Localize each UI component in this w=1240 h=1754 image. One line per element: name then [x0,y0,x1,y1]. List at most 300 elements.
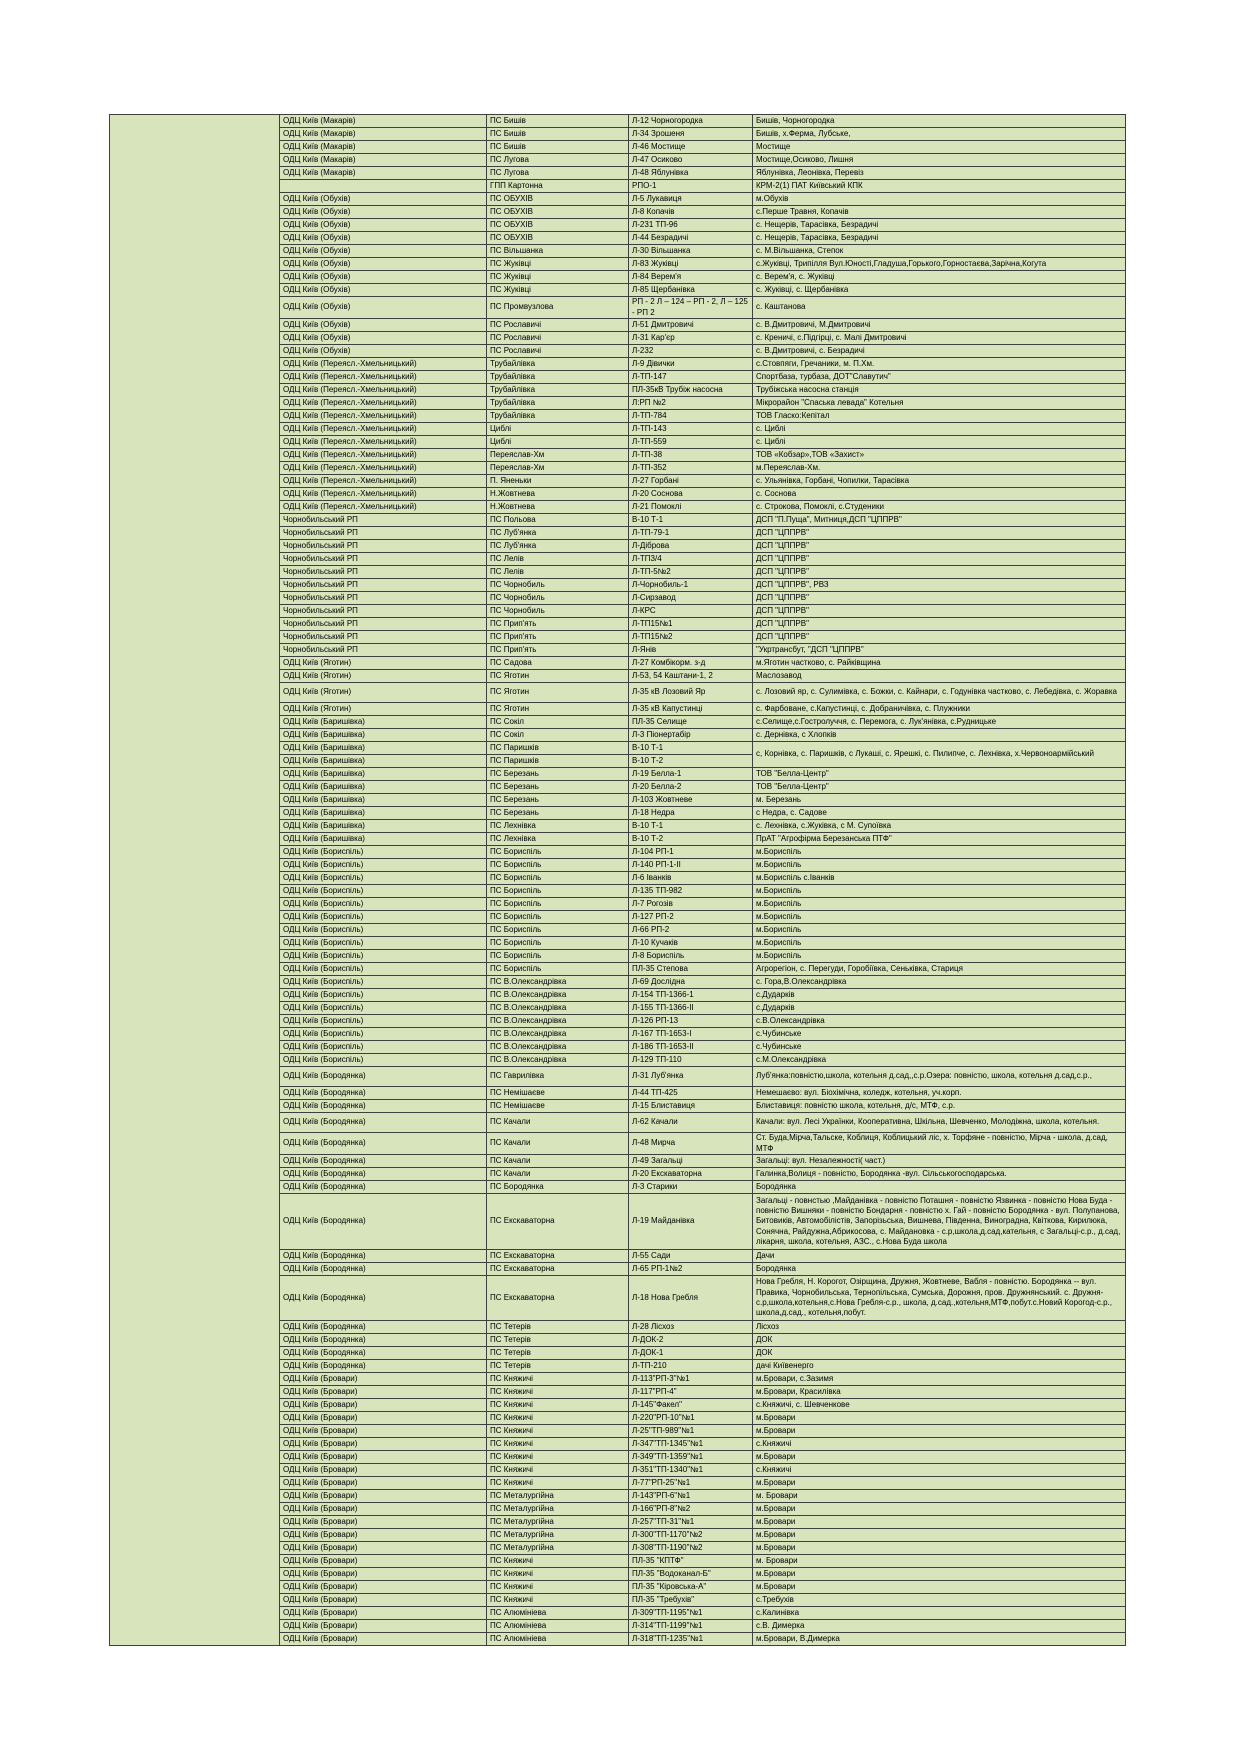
cell-substation: ПС Лугова [487,167,629,180]
cell-settlements: Блиставиця: повністю школа, котельня, д/с, МТФ, с.р. [753,1100,1126,1113]
cell-settlements: КРМ-2(1) ПАТ Київський КПК [753,180,1126,193]
cell-line: Л-7 Рогозів [629,898,753,911]
cell-line: Л-20 Белла-2 [629,781,753,794]
cell-line: Л-51 Дмитровичі [629,319,753,332]
cell-line: Л-ТП-38 [629,449,753,462]
cell-substation: ПС Екскаваторна [487,1263,629,1276]
cell-substation: ПС В.Олександрівка [487,1002,629,1015]
cell-line: Л-220"РП-10"№1 [629,1412,753,1425]
cell-settlements: Луб'янка:повністю,школа, котельня д.сад,,с.р.Озера: повністю, школа, котельня д.сад,с.р., [753,1067,1126,1087]
cell-substation: Циблі [487,436,629,449]
cell-line: Л-6 Іванків [629,872,753,885]
cell-substation: ПС Гаврилівка [487,1067,629,1087]
cell-settlements: м.Бориспіль [753,859,1126,872]
cell-substation: Трубайлівка [487,384,629,397]
cell-line: Л-ТП-352 [629,462,753,475]
cell-line: Л-28 Лісхоз [629,1321,753,1334]
cell-substation: ПС Немішаєве [487,1087,629,1100]
cell-line: Л-309"ТП-1195"№1 [629,1607,753,1620]
table-row [110,115,1126,128]
cell-line: Л:РП №2 [629,397,753,410]
cell-line: Л-66 РП-2 [629,924,753,937]
distribution-table-body [110,115,1126,1646]
cell-substation: ПС Качали [487,1133,629,1155]
cell-region: ОДЦ Київ (Бровари) [280,1555,487,1568]
cell-line: Л-ТП-147 [629,371,753,384]
cell-substation: Трубайлівка [487,397,629,410]
cell-substation: ПС Лелів [487,553,629,566]
cell-substation: ПС Тетерів [487,1360,629,1373]
cell-settlements: с. Гора,В.Олександрівка [753,976,1126,989]
cell-substation: ПС Княжичі [487,1373,629,1386]
cell-line: Л-232 [629,345,753,358]
cell-region: ОДЦ Київ (Бровари) [280,1633,487,1646]
cell-settlements: с.Княжичі [753,1464,1126,1477]
cell-line: Л-349"ТП-1359"№1 [629,1451,753,1464]
cell-region: Чорнобильський РП [280,631,487,644]
cell-substation: ПС ОБУХІВ [487,232,629,245]
cell-region: Чорнобильський РП [280,618,487,631]
cell-settlements: м.Бровари [753,1425,1126,1438]
cell-settlements: с. В.Дмитровичі, М.Дмитровичі [753,319,1126,332]
cell-region: ОДЦ Київ (Бровари) [280,1620,487,1633]
cell-settlements: с.Княжичі, с. Шевченкове [753,1399,1126,1412]
cell-region: ОДЦ Київ (Макарів) [280,128,487,141]
cell-settlements: с. Нещерів, Тарасівка, Безрадичі [753,219,1126,232]
cell-region: ОДЦ Київ (Баришівка) [280,716,487,729]
cell-settlements: Спортбаза, турбаза, ДОТ"Славутич" [753,371,1126,384]
cell-settlements: Дачи [753,1250,1126,1263]
cell-line: Л-318"ТП-1235"№1 [629,1633,753,1646]
cell-line: Л-351"ТП-1340"№1 [629,1464,753,1477]
cell-line: Л-140 РП-1-ІІ [629,859,753,872]
cell-substation: ПС Бориспіль [487,846,629,859]
cell-substation: ПС Березань [487,781,629,794]
cell-substation: ПС Бишів [487,128,629,141]
cell-settlements: с. Циблі [753,436,1126,449]
cell-substation: ПС Княжичі [487,1594,629,1607]
cell-region: ОДЦ Київ (Переясл.-Хмельницький) [280,371,487,384]
cell-line: Л-47 Осиково [629,154,753,167]
cell-settlements: ДСП "ЦППРВ" [753,553,1126,566]
cell-region: ОДЦ Київ (Бориспіль) [280,937,487,950]
cell-settlements: с.В. Димерка [753,1620,1126,1633]
cell-line: Л-8 Бориспіль [629,950,753,963]
cell-substation: ГПП Картонна [487,180,629,193]
cell-settlements: ТОВ «Кобзар»,ТОВ «Захист» [753,449,1126,462]
cell-settlements: ДСП "ЦППРВ", РВЗ [753,579,1126,592]
cell-substation: ПС Луб'янка [487,540,629,553]
cell-region: Чорнобильський РП [280,605,487,618]
cell-substation: ПС Чорнобиль [487,592,629,605]
cell-settlements: Бишів, х.Ферма, Лубське, [753,128,1126,141]
cell-settlements: ДОК [753,1347,1126,1360]
cell-substation: ПС Княжичі [487,1412,629,1425]
cell-region: ОДЦ Київ (Баришівка) [280,755,487,768]
cell-region: ОДЦ Київ (Бородянка) [280,1360,487,1373]
cell-settlements: м.Бровари [753,1516,1126,1529]
cell-line: ПЛ-35кВ Трубіж насосна [629,384,753,397]
cell-substation: ПС Бориспіль [487,911,629,924]
cell-settlements: с. Ульянівка, Горбані, Чопилки, Тарасівка [753,475,1126,488]
cell-settlements: Немешаєво: вул. Біохімічна, коледж, котельня, уч.корп. [753,1087,1126,1100]
cell-region: ОДЦ Київ (Бровари) [280,1594,487,1607]
cell-substation: ПС Бишів [487,115,629,128]
cell-line: ПЛ-35 "Водоканал-Б" [629,1568,753,1581]
cell-region: ОДЦ Київ (Бородянка) [280,1168,487,1181]
cell-settlements: м.Бориспіль [753,924,1126,937]
cell-region: ОДЦ Київ (Баришівка) [280,807,487,820]
cell-settlements: Качали: вул. Лесі Українки, Кооперативна, Шкільна, Шевченко, Молодіжна, школа, котельня. [753,1113,1126,1133]
cell-settlements: м.Бровари [753,1529,1126,1542]
cell-substation: ПС Княжичі [487,1438,629,1451]
cell-substation: ПС Яготин [487,683,629,703]
cell-region: ОДЦ Київ (Бородянка) [280,1276,487,1321]
cell-substation: ПС Металургійна [487,1542,629,1555]
cell-settlements: с.Чубинське [753,1028,1126,1041]
cell-substation: ПС Бородянка [487,1181,629,1194]
cell-line: Л-55 Сади [629,1250,753,1263]
cell-region: ОДЦ Київ (Баришівка) [280,781,487,794]
cell-region: ОДЦ Київ (Бориспіль) [280,872,487,885]
cell-region: ОДЦ Київ (Бровари) [280,1412,487,1425]
cell-settlements: ДСП "П.Пуща", Митниця,ДСП "ЦППРВ" [753,514,1126,527]
cell-line: Л-31 Луб'янка [629,1067,753,1087]
cell-line: Л-18 Недра [629,807,753,820]
cell-settlements: с. Жуківці, с. Щербанівка [753,284,1126,297]
cell-settlements: м.Бровари [753,1568,1126,1581]
cell-settlements: с.Дударків [753,1002,1126,1015]
cell-settlements: Загальці - повнстью ,Майданівка - повністю Поташня - повністю Язвинка - повністю Нова Буда - повністю Вишняки - повністю Бондарня - повністю х. Гай - повністю Бородянка - вул. Полупанова, Битовиків, Автомобілістів, Запорізьська, Вишнева, Південна, Виноградна, Квіткова, Кирилюка, Сонячна, Райдужна,Абрикосова, с. Майдановка - с.р,школа,д.сад,кательня, с Загальці-с.р., д.сад, лікарня, школа, котельня, АЗС., с.Нова Буда школа [753,1194,1126,1250]
cell-line: Л-25"ТП-989"№1 [629,1425,753,1438]
cell-line: Л-35 кВ Лозовий Яр [629,683,753,703]
cell-substation: П. Яненьки [487,475,629,488]
cell-line: Л-48 Яблунівка [629,167,753,180]
cell-settlements: Бишів, Чорногородка [753,115,1126,128]
cell-substation: ПС Прип'ять [487,644,629,657]
cell-settlements: м.Бровари [753,1412,1126,1425]
cell-substation: ПС Яготин [487,703,629,716]
cell-line: Л-Діброва [629,540,753,553]
cell-line: Л-314"ТП-1199"№1 [629,1620,753,1633]
cell-region: Чорнобильський РП [280,579,487,592]
cell-settlements: с.Дударків [753,989,1126,1002]
cell-settlements: с.Жуківці, Трипілля Вул.Юності,Гладуша,Горького,Горностаєва,Зарічна,Когута [753,258,1126,271]
cell-line: Л-КРС [629,605,753,618]
cell-line: Л-143"РП-6"№1 [629,1490,753,1503]
cell-line: Л-19 Белла-1 [629,768,753,781]
cell-settlements: м.Бориспіль [753,898,1126,911]
cell-line: Л-Сирзавод [629,592,753,605]
cell-line: В-10 Т-1 [629,820,753,833]
cell-line: Л-ТП-143 [629,423,753,436]
cell-region: ОДЦ Київ (Макарів) [280,115,487,128]
cell-settlements: Мікрорайон "Спаська левада" Котельня [753,397,1126,410]
cell-line: Л-166"РП-8"№2 [629,1503,753,1516]
cell-line: Л-ДОК-1 [629,1347,753,1360]
cell-region: ОДЦ Київ (Бородянка) [280,1263,487,1276]
cell-line: Л-127 РП-2 [629,911,753,924]
cell-substation: Трубайлівка [487,371,629,384]
cell-line: Л-129 ТП-110 [629,1054,753,1067]
cell-settlements: Бородянка [753,1263,1126,1276]
cell-settlements: с. Фарбоване, с.Капустинці, с. Добраничівка, с. Плужники [753,703,1126,716]
cell-region: Чорнобильський РП [280,592,487,605]
cell-region: ОДЦ Київ (Яготин) [280,670,487,683]
cell-substation: ПС Алюмініева [487,1633,629,1646]
cell-line: Л-9 Дівички [629,358,753,371]
cell-line: Л-Янів [629,644,753,657]
cell-substation: ПС Рославичі [487,345,629,358]
cell-region: Чорнобильський РП [280,527,487,540]
cell-region: ОДЦ Київ (Бориспіль) [280,1002,487,1015]
cell-region: ОДЦ Київ (Обухів) [280,332,487,345]
cell-substation: ПС Металургійна [487,1529,629,1542]
cell-line: Л-35 кВ Капустинці [629,703,753,716]
cell-line: Л-27 Комбікорм. з-д [629,657,753,670]
cell-line: Л-84 Верем'я [629,271,753,284]
cell-line: Л-48 Мирча [629,1133,753,1155]
cell-line: Л-62 Качали [629,1113,753,1133]
cell-substation: ПС Промвузлова [487,297,629,319]
cell-substation: ПС Алюмініева [487,1607,629,1620]
cell-settlements: с, Корнівка, с. Паришків, с Лукаші, с. Ярешкі, с. Пилипче, с. Лехнівка, х.Червоноармійський [753,742,1126,768]
cell-substation: ПС Рославичі [487,319,629,332]
cell-region: ОДЦ Київ (Бровари) [280,1581,487,1594]
distribution-table [109,114,1126,1646]
cell-region: ОДЦ Київ (Бровари) [280,1490,487,1503]
cell-region: ОДЦ Київ (Бровари) [280,1438,487,1451]
cell-line: Л-155 ТП-1366-ІІ [629,1002,753,1015]
cell-region: ОДЦ Київ (Обухів) [280,206,487,219]
cell-settlements: с. Нещерів, Тарасівка, Безрадичі [753,232,1126,245]
cell-region: ОДЦ Київ (Бровари) [280,1451,487,1464]
cell-settlements: м.Бровари [753,1477,1126,1490]
cell-region: ОДЦ Київ (Переясл.-Хмельницький) [280,475,487,488]
cell-substation: ПС ОБУХІВ [487,193,629,206]
cell-settlements: с. Строкова, Помоклі, с.Студеники [753,501,1126,514]
cell-region [280,180,487,193]
cell-region: ОДЦ Київ (Обухів) [280,345,487,358]
cell-settlements: м.Бровари [753,1451,1126,1464]
cell-substation: ПС Качали [487,1155,629,1168]
cell-region: ОДЦ Київ (Баришівка) [280,794,487,807]
cell-line: Л-21 Помоклі [629,501,753,514]
cell-settlements: с Недра, с. Садове [753,807,1126,820]
cell-line: Л-5 Лукавиця [629,193,753,206]
cell-line: Л-113"РП-3"№1 [629,1373,753,1386]
cell-settlements: с. Дернівка, с Хлопків [753,729,1126,742]
cell-settlements: с. Циблі [753,423,1126,436]
cell-line: ПЛ-35 "Кіровська-А" [629,1581,753,1594]
cell-substation: ПС Лехнівка [487,833,629,846]
cell-substation: ПС Тетерів [487,1334,629,1347]
cell-line: Л-154 ТП-1366-1 [629,989,753,1002]
cell-region: ОДЦ Київ (Переясл.-Хмельницький) [280,501,487,514]
cell-region: ОДЦ Київ (Бровари) [280,1386,487,1399]
cell-substation: ПС Бориспіль [487,872,629,885]
cell-line: Л-8 Копачів [629,206,753,219]
cell-line: РП - 2 Л – 124 – РП - 2, Л – 125 - РП 2 [629,297,753,319]
cell-settlements: м.Бориспіль [753,937,1126,950]
cell-substation: ПС Чорнобиль [487,605,629,618]
cell-substation: ПС Княжичі [487,1555,629,1568]
cell-substation: ПС ОБУХІВ [487,206,629,219]
cell-settlements: Галинка,Волиця - повністю, Бородянка -вул. Сільськогосподарська. [753,1168,1126,1181]
cell-settlements: м.Бориспіль [753,846,1126,859]
cell-substation: ПС Княжичі [487,1477,629,1490]
cell-region: ОДЦ Київ (Бориспіль) [280,1041,487,1054]
cell-region: Чорнобильський РП [280,644,487,657]
cell-line: Л-12 Чорногородка [629,115,753,128]
cell-line: Л-30 Вільшанка [629,245,753,258]
cell-region: ОДЦ Київ (Переясл.-Хмельницький) [280,410,487,423]
cell-region: ОДЦ Київ (Бровари) [280,1425,487,1438]
cell-line: В-10 Т-1 [629,742,753,755]
cell-line: Л-ТП-5№2 [629,566,753,579]
cell-region: ОДЦ Київ (Бородянка) [280,1155,487,1168]
cell-settlements: ТОВ "Белла-Центр" [753,781,1126,794]
cell-region: ОДЦ Київ (Бориспіль) [280,950,487,963]
cell-substation: ПС Бориспіль [487,898,629,911]
cell-substation: ПС Прип'ять [487,631,629,644]
cell-region: ОДЦ Київ (Бровари) [280,1529,487,1542]
cell-region: ОДЦ Київ (Бровари) [280,1542,487,1555]
cell-substation: ПС В.Олександрівка [487,1028,629,1041]
cell-region: ОДЦ Київ (Яготин) [280,683,487,703]
cell-substation: ПС Металургійна [487,1516,629,1529]
cell-region: ОДЦ Київ (Баришівка) [280,742,487,755]
cell-substation: ПС Жуківці [487,284,629,297]
cell-region: ОДЦ Київ (Бориспіль) [280,885,487,898]
cell-line: Л-49 Загальці [629,1155,753,1168]
cell-region: ОДЦ Київ (Баришівка) [280,820,487,833]
cell-line: Л-3 Піонертабір [629,729,753,742]
cell-settlements: м.Бориспіль [753,950,1126,963]
cell-settlements: с.М.Олександрівка [753,1054,1126,1067]
cell-line: Л-15 Блиставиця [629,1100,753,1113]
cell-settlements: с.Стовпяги, Гречаники, м. П.Хм. [753,358,1126,371]
cell-region: Чорнобильський РП [280,553,487,566]
cell-region: ОДЦ Київ (Яготин) [280,657,487,670]
cell-substation: Н.Жовтнева [487,501,629,514]
cell-line: Л-10 Кучаків [629,937,753,950]
cell-line: Л-167 ТП-1653-І [629,1028,753,1041]
cell-region: ОДЦ Київ (Бориспіль) [280,911,487,924]
cell-substation: ПС Бишів [487,141,629,154]
cell-line: Л-308"ТП-1190"№2 [629,1542,753,1555]
cell-substation: ПС Чорнобиль [487,579,629,592]
cell-substation: ПС Княжичі [487,1425,629,1438]
cell-line: Л-347"ТП-1345"№1 [629,1438,753,1451]
cell-substation: ПС Лелів [487,566,629,579]
cell-line: Л-20 Соснова [629,488,753,501]
cell-substation: ПС Прип'ять [487,618,629,631]
cell-settlements: "Укртрансбут, "ДСП "ЦППРВ" [753,644,1126,657]
cell-line: ПЛ-35 Степова [629,963,753,976]
cell-region: ОДЦ Київ (Бородянка) [280,1113,487,1133]
cell-substation: ПС Рославичі [487,332,629,345]
cell-line: ПЛ-35 "КПТФ" [629,1555,753,1568]
cell-region: ОДЦ Київ (Макарів) [280,154,487,167]
cell-settlements: ДСП "ЦППРВ" [753,527,1126,540]
cell-settlements: Бородянка [753,1181,1126,1194]
cell-line: Л-135 ТП-982 [629,885,753,898]
cell-settlements: м.Бровари, В.Димерка [753,1633,1126,1646]
cell-region: ОДЦ Київ (Баришівка) [280,768,487,781]
cell-line: Л-83 Жуківці [629,258,753,271]
cell-settlements: Мостище,Осиково, Лишня [753,154,1126,167]
cell-line: Л-44 Безрадичі [629,232,753,245]
cell-settlements: с.Требухів [753,1594,1126,1607]
cell-settlements: м.Обухів [753,193,1126,206]
cell-substation: ПС Березань [487,768,629,781]
cell-substation: ПС Польова [487,514,629,527]
cell-settlements: Ст. Буда,Мірча,Тальске, Коблиця, Коблицький ліс, х. Торфяне - повністю, Мірча - школа, д.сад, МТФ [753,1133,1126,1155]
cell-region: ОДЦ Київ (Бровари) [280,1477,487,1490]
cell-region: ОДЦ Київ (Бородянка) [280,1087,487,1100]
cell-substation: ПС Княжичі [487,1581,629,1594]
cell-line: Л-ТП-210 [629,1360,753,1373]
cell-settlements: ДСП "ЦППРВ" [753,618,1126,631]
cell-settlements: м.Бровари [753,1581,1126,1594]
cell-region: ОДЦ Київ (Обухів) [280,271,487,284]
cell-settlements: с. Креничі, с.Підгірці, с. Малі Дмитровичі [753,332,1126,345]
cell-settlements: ТОВ Гласко:Кепітал [753,410,1126,423]
cell-substation: ПС В.Олександрівка [487,989,629,1002]
cell-substation: ПС Вільшанка [487,245,629,258]
cell-settlements: с.Перше Травня, Копачів [753,206,1126,219]
cell-substation: ПС В.Олександрівка [487,1015,629,1028]
cell-region: ОДЦ Київ (Бориспіль) [280,963,487,976]
cell-substation: ПС Качали [487,1168,629,1181]
cell-line: Л-103 Жовтневе [629,794,753,807]
cell-line: Л-65 РП-1№2 [629,1263,753,1276]
cell-line: Л-117"РП-4" [629,1386,753,1399]
cell-region: ОДЦ Київ (Бородянка) [280,1133,487,1155]
cell-settlements: с. Верем'я, с. Жуківці [753,271,1126,284]
cell-substation: Трубайлівка [487,410,629,423]
cell-substation: ПС Садова [487,657,629,670]
cell-line: Л-ТП15№1 [629,618,753,631]
cell-settlements: м. Березань [753,794,1126,807]
cell-line: В-10 Т-2 [629,833,753,846]
cell-substation: ПС Качали [487,1113,629,1133]
cell-region: ОДЦ Київ (Обухів) [280,297,487,319]
cell-settlements: с.Чубинське [753,1041,1126,1054]
cell-substation: ПС Бориспіль [487,963,629,976]
cell-settlements: с. Лозовий яр, с. Сулимівка, с. Божки, с. Кайнари, с. Годунівка частково, с. Лебедівка, с. Жоравка [753,683,1126,703]
cell-substation: ПС Жуківці [487,258,629,271]
cell-region: ОДЦ Київ (Бориспіль) [280,989,487,1002]
cell-settlements: с. В.Дмитровичі, с. Безрадичі [753,345,1126,358]
cell-settlements: Маслозавод [753,670,1126,683]
cell-settlements: м.Бориспіль [753,885,1126,898]
cell-line: Л-ТП-79-1 [629,527,753,540]
cell-settlements: м.Бровари, Красилівка [753,1386,1126,1399]
cell-substation: ПС Екскаваторна [487,1276,629,1321]
cell-line: Л-ДОК-2 [629,1334,753,1347]
cell-line: Л-3 Старики [629,1181,753,1194]
cell-region: ОДЦ Київ (Бориспіль) [280,924,487,937]
cell-line: Л-85 Щербанівка [629,284,753,297]
cell-substation: ПС Металургійна [487,1503,629,1516]
cell-region: ОДЦ Київ (Переясл.-Хмельницький) [280,423,487,436]
cell-settlements: ДСП "ЦППРВ" [753,605,1126,618]
cell-settlements: ТОВ "Белла-Центр" [753,768,1126,781]
cell-line: Л-231 ТП-96 [629,219,753,232]
cell-substation: ПС В.Олександрівка [487,976,629,989]
